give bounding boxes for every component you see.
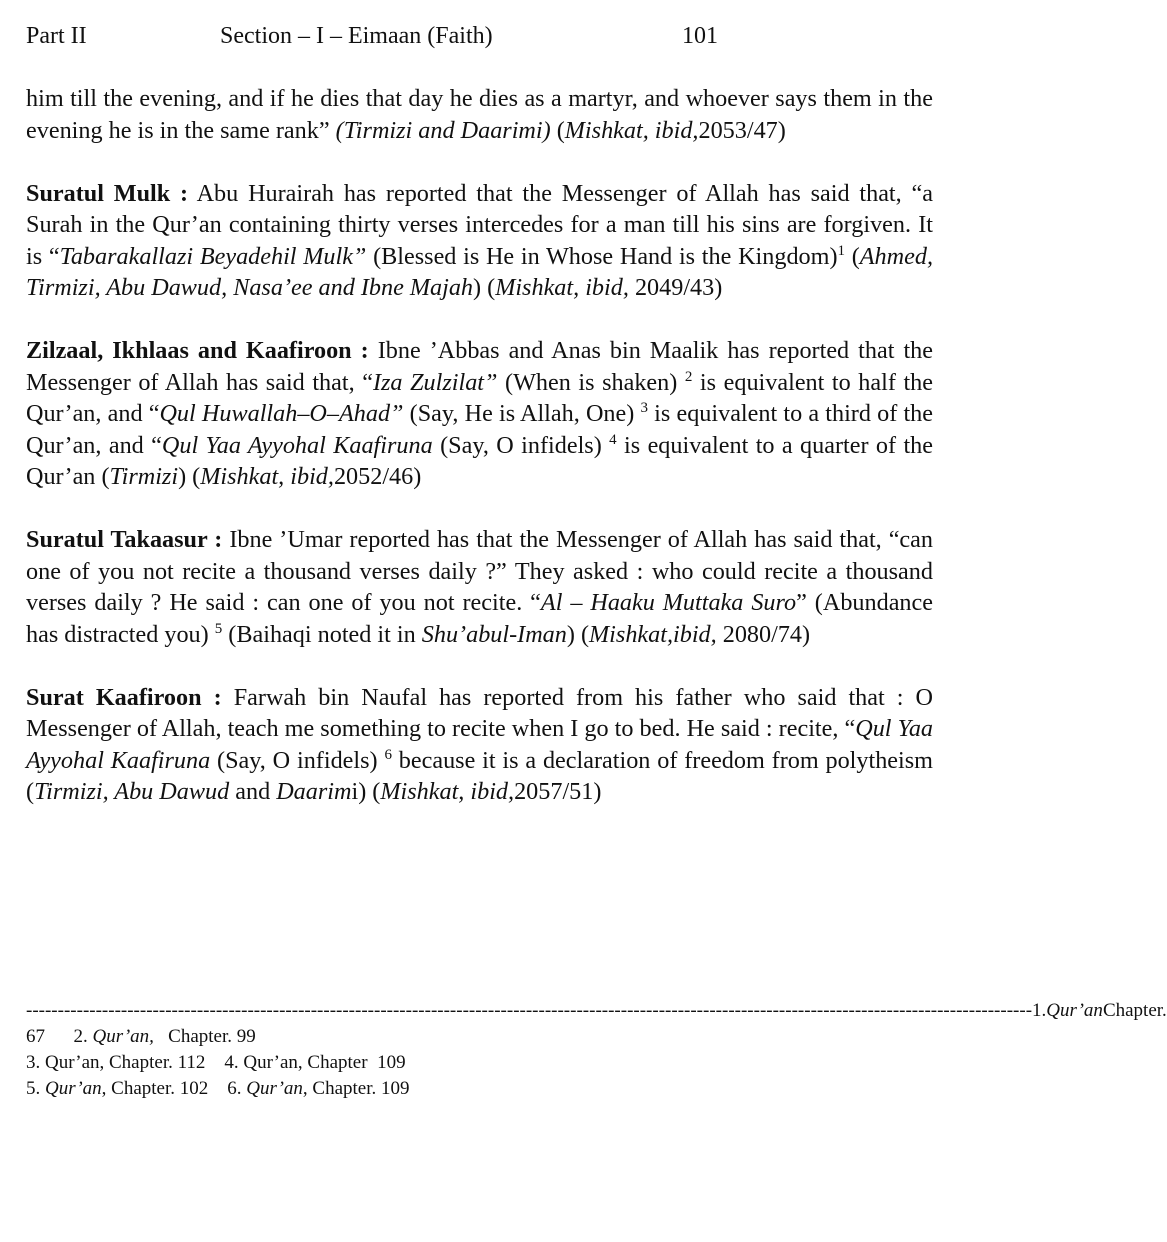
footnote-text: Chapter. 99 [153,1026,256,1047]
paragraph-text: ” (Abundance has distracted you) [26,589,933,648]
surah-name: Qul Huwallah–O–Ahad” [159,400,404,427]
paragraph-continuation [26,83,933,146]
paragraph-text: Farwah bin Naufal has reported from his father who said that : O Messenger of Allah, teach me something to recite when I go to bed. He said : recite, “ [26,683,934,742]
paragraph-text: 2049/43) [628,274,723,301]
footnote-text: Qur’an, [92,1026,154,1047]
footnote-separator: -------------------------------------------------------------------------------------------------------------------------------------------------------------- [26,1000,1026,1021]
surah-name: Iza Zulzilat” [372,368,498,396]
paragraph-suratul-takaasur [26,524,933,650]
paragraph-text: ( [845,242,860,270]
citation: Daarim [276,778,352,805]
paragraph-text: 2052/46) [333,463,422,490]
paragraph-text: ) ( [178,463,201,490]
citation: Shu’abul-Iman [421,620,567,648]
footnote-marker: 5 [214,620,223,637]
surah-name: Qul Yaa Ayyohal Kaafiruna [26,715,934,774]
paragraph-text: Ibne ’Umar reported has that the Messenger of Allah has said that, “can one of you not recite a thousand verses daily ?” They asked : who could recite a thousand verses daily ? He said : can one of you not recite. “ [26,526,934,616]
paragraph-text: is equivalent to a quarter of the Qur’an ( [26,431,933,490]
citation: Tirmizi [109,463,179,490]
paragraph-zilzaal [26,335,933,493]
footnote-rule-line [26,998,1167,1024]
paragraph-text: 2080/74) [716,620,811,648]
paragraph-heading: Zilzaal, Ikhlaas and Kaafiroon : [26,337,369,364]
citation: Mishkat,ibid, [589,620,717,648]
citation: Mishkat, ibid, [380,778,515,805]
footnote-marker: 6 [384,746,392,763]
paragraph-text: Ibne ’Abbas and Anas bin Maalik has reported that the Messenger of Allah has said that, “ [26,337,933,396]
footnote-text: Chapter. [1102,1000,1167,1021]
footnote-text: 67 2. [26,1026,93,1047]
footnote-line [26,1076,933,1102]
footnote-text: Qur’an [246,1078,303,1099]
footnote-text: , Chapter. 109 [302,1078,410,1099]
footnote-text: -1. [1025,1000,1047,1021]
citation: Ahmed, Tirmizi, Abu Dawud, Nasa’ee and Ibne Majah [26,242,933,301]
paragraph-text: 2053/47) [698,116,786,144]
surah-name: Tabarakallazi Beyadehil Mulk” [59,242,367,270]
paragraph-text: Abu Hurairah has reported that the Messenger of Allah has said that, “a Surah in the Qur’an containing thirty verses intercedes for a man till his sins are forgiven. It is “ [26,179,933,270]
paragraph-heading: Suratul Takaasur : [26,526,223,553]
citation: Mishkat, ibid, [564,116,699,144]
footnote-marker: 3 [640,399,648,416]
paragraph-text: because it is a declaration of freedom from polytheism ( [26,746,933,805]
paragraph-text: i) ( [351,778,381,805]
footnote-marker: 2 [684,368,693,385]
citation: Mishkat, ibid, [200,463,334,490]
header-page-number: 101 [682,23,718,49]
page-header [26,20,936,52]
paragraph-heading: Surat Kaafiroon : [26,683,222,711]
paragraph-text: (Say, O infidels) [432,431,610,459]
paragraph-text: (Baihaqi noted it in [222,620,422,648]
paragraph-heading: Suratul Mulk : [26,179,189,207]
paragraph-suratul-mulk [26,178,933,304]
footnote-marker: 1 [837,242,845,259]
footnote-text: , Chapter. 102 6. [101,1078,247,1099]
paragraph-text: (When is shaken) [497,368,685,396]
paragraph-text: ) ( [473,274,496,301]
paragraph-text: and [229,778,277,805]
paragraph-text: ) ( [566,620,590,648]
paragraph-text: is equivalent to a third of the Qur’an, and “ [26,400,933,459]
footnote-text: 5. [26,1078,45,1099]
paragraph-text: 2057/51) [514,778,602,805]
paragraph-text: him till the evening, and if he dies that day he dies as a martyr, and whoever says them in the evening he is in the same rank” [26,85,933,144]
paragraph-surat-kaafiroon [26,682,933,808]
paragraph-text: (Say, O infidels) [210,746,385,774]
paragraph-text: is equivalent to half the Qur’an, and “ [26,368,934,427]
footnote-line: 3. Qur’an, Chapter. 112 4. Qur’an, Chapter 109 [26,1052,406,1073]
body-text [26,83,933,839]
footnote-text: Qur’an [1046,1000,1103,1021]
citation: Tirmizi, Abu Dawud [34,778,230,805]
surah-name: Al – Haaku Muttaka Suro [540,589,797,616]
citation: (Tirmizi and Daarimi) [335,116,551,144]
paragraph-text: (Blessed is He in Whose Hand is the Kingdom) [366,242,838,270]
footnote-marker: 4 [609,431,617,448]
header-part: Part II [26,23,87,49]
footnote-line [26,1024,933,1050]
citation: Mishkat, ibid, [495,274,629,301]
surah-name: Qul Yaa Ayyohal Kaafiruna [161,431,433,459]
paragraph-text: ( [550,116,565,144]
footnotes [26,998,1167,1102]
footnote-text: Qur’an [45,1078,102,1099]
paragraph-text: (Say, He is Allah, One) [403,400,641,427]
header-section: Section – I – Eimaan (Faith) [220,23,493,49]
